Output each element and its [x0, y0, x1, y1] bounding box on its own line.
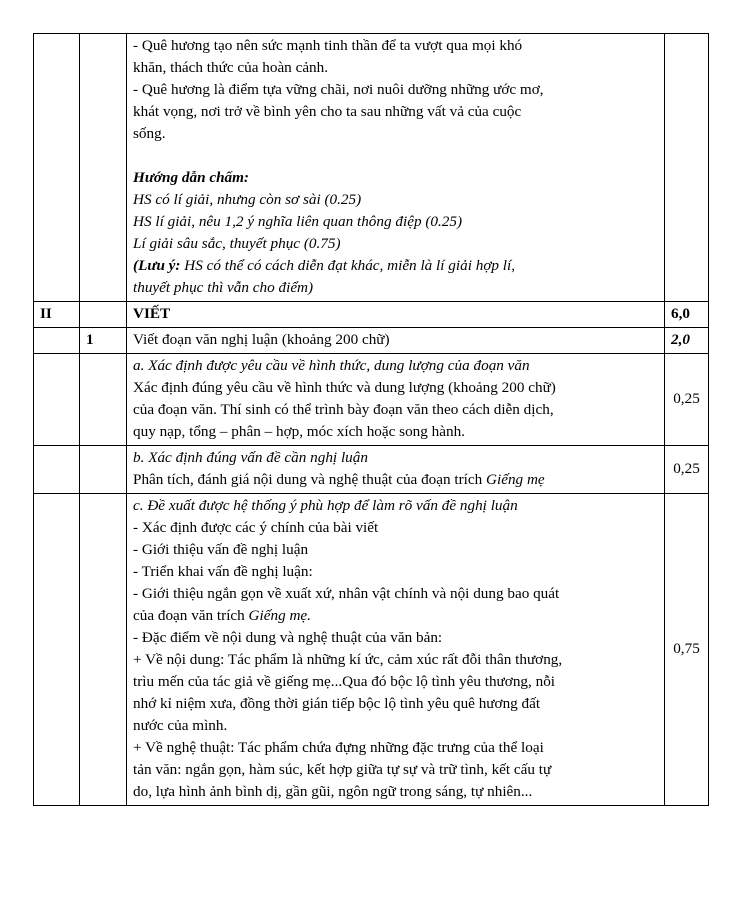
cell-score-empty: [665, 34, 709, 302]
grading-guide-line: Lí giải sâu sắc, thuyết phục (0.75): [133, 235, 341, 252]
grading-table: [33, 33, 709, 806]
cell-question-empty: [80, 34, 127, 302]
content-line: sống.: [133, 125, 166, 142]
content-line: nhớ kỉ niệm xưa, đồng thời gián tiếp bộc lộ tình yêu quê hương đất: [133, 695, 541, 712]
work-title: Giếng mẹ: [486, 471, 545, 488]
part-a-score: 0,25: [665, 354, 709, 446]
content-line: - Quê hương là điểm tựa vững chãi, nơi nuôi dưỡng những ước mơ,: [133, 81, 544, 98]
part-a-content: [127, 354, 665, 446]
question-score: 2,0: [665, 328, 709, 354]
blank-line: [133, 145, 658, 167]
content-line: Xác định đúng yêu cầu về hình thức và dung lượng (khoảng 200 chữ): [133, 379, 556, 396]
part-c-score: 0,75: [665, 494, 709, 806]
cell-question-empty: [80, 302, 127, 328]
content-line: khát vọng, nơi trở về bình yên cho ta sau những vất vả của cuộc: [133, 103, 522, 120]
question-title: Viết đoạn văn nghị luận (khoảng 200 chữ): [127, 328, 665, 354]
cell-question-empty: [80, 446, 127, 494]
grading-guide-title: Hướng dẫn chấm:: [133, 169, 249, 186]
part-c-content: [127, 494, 665, 806]
cell-section-empty: [34, 34, 80, 302]
table-row-part-c: [34, 494, 709, 806]
table-row-question-1: [34, 328, 709, 354]
table-row-answer-continuation: [34, 34, 709, 302]
part-b-score: 0,25: [665, 446, 709, 494]
section-title: VIẾT: [127, 302, 665, 328]
table-row-section-ii: [34, 302, 709, 328]
content-line: - Quê hương tạo nên sức mạnh tinh thần để ta vượt qua mọi khó: [133, 37, 523, 54]
part-b-heading: b. Xác định đúng vấn đề cần nghị luận: [133, 449, 368, 466]
content-line: của đoạn văn. Thí sinh có thể trình bày đoạn văn theo cách diễn dịch,: [133, 401, 554, 418]
note-text: HS có thể có cách diễn đạt khác, miễn là lí giải hợp lí,: [180, 257, 516, 274]
content-line: nước của mình.: [133, 717, 228, 734]
content-text: của đoạn văn trích: [133, 607, 249, 624]
grading-guide-line: HS có lí giải, nhưng còn sơ sài (0.25): [133, 191, 362, 208]
note-open-paren: (: [133, 257, 139, 274]
part-a-heading: a. Xác định được yêu cầu về hình thức, dung lượng của đoạn văn: [133, 357, 530, 374]
section-score: 6,0: [665, 302, 709, 328]
content-line: [133, 605, 658, 627]
content-line: [133, 469, 658, 491]
part-b-text: Phân tích, đánh giá nội dung và nghệ thuật của đoạn trích: [133, 471, 487, 488]
content-line: trìu mến của tác giả về giếng mẹ...Qua đó bộc lộ tình yêu thương, nỗi: [133, 673, 556, 690]
content-line: - Triển khai vấn đề nghị luận:: [133, 563, 313, 580]
content-line: + Về nghệ thuật: Tác phẩm chứa đựng những đặc trưng của thể loại: [133, 739, 544, 756]
cell-section-empty: [34, 354, 80, 446]
question-number: 1: [80, 328, 127, 354]
content-line: - Đặc điểm về nội dung và nghệ thuật của văn bản:: [133, 629, 443, 646]
cell-section-empty: [34, 328, 80, 354]
content-line: + Về nội dung: Tác phẩm là những kí ức, cảm xúc rất đỗi thân thương,: [133, 651, 563, 668]
content-line: khăn, thách thức của hoàn cảnh.: [133, 59, 329, 76]
work-title: Giếng mẹ.: [248, 607, 311, 624]
cell-question-empty: [80, 354, 127, 446]
content-line: - Giới thiệu vấn đề nghị luận: [133, 541, 309, 558]
table-row-part-b: [34, 446, 709, 494]
table-row-part-a: [34, 354, 709, 446]
cell-question-empty: [80, 494, 127, 806]
cell-section-empty: [34, 446, 80, 494]
content-line: quy nạp, tổng – phân – hợp, móc xích hoặc song hành.: [133, 423, 465, 440]
cell-section-empty: [34, 494, 80, 806]
cell-content-continuation: [127, 34, 665, 302]
part-b-content: [127, 446, 665, 494]
part-c-heading: c. Đề xuất được hệ thống ý phù hợp để làm rõ vấn đề nghị luận: [133, 497, 518, 514]
grading-note: [133, 255, 658, 277]
content-line: tản văn: ngắn gọn, hàm súc, kết hợp giữa tự sự và trữ tình, kết cấu tự: [133, 761, 552, 778]
grading-guide-line: HS lí giải, nêu 1,2 ý nghĩa liên quan thông điệp (0.25): [133, 213, 463, 230]
content-line: - Xác định được các ý chính của bài viết: [133, 519, 379, 536]
note-label: Lưu ý:: [138, 257, 181, 274]
section-number: II: [34, 302, 80, 328]
content-line: - Giới thiệu ngắn gọn về xuất xứ, nhân vật chính và nội dung bao quát: [133, 585, 560, 602]
grading-note-line2: thuyết phục thì vẫn cho điểm): [133, 279, 314, 296]
content-line: do, lựa hình ảnh bình dị, gần gũi, ngôn ngữ trong sáng, tự nhiên...: [133, 783, 533, 800]
